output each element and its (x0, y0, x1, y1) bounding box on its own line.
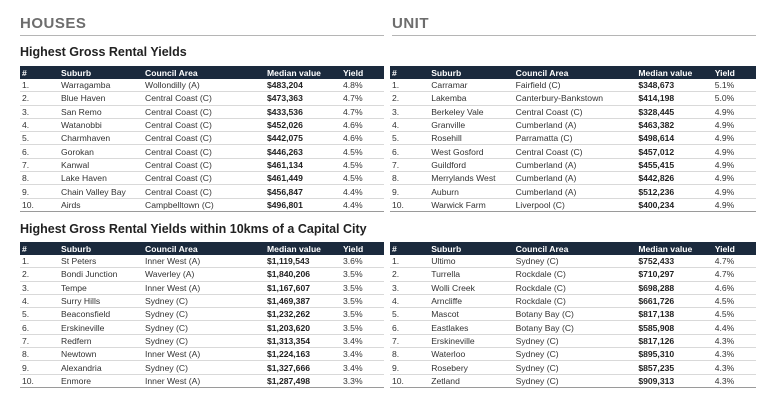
col-number: 9. (20, 185, 59, 198)
col-council-area: Sydney (C) (143, 321, 265, 334)
col-council-area: Central Coast (C) (514, 105, 637, 118)
col-number: 8. (390, 172, 429, 185)
table-row (20, 145, 384, 158)
col-suburb: Erskineville (429, 334, 513, 347)
col-council-area: Parramatta (C) (514, 132, 637, 145)
col-yield: 3.4% (341, 348, 384, 361)
col-council-area: Inner West (A) (143, 374, 265, 387)
col-number: 9. (390, 361, 429, 374)
col-council-area: Cumberland (A) (514, 172, 637, 185)
col-yield-header: Yield (713, 242, 756, 255)
col-yield: 4.7% (341, 105, 384, 118)
houses-capital-table (20, 242, 384, 388)
col-number: 10. (390, 374, 429, 387)
col-suburb: Watanobbi (59, 118, 143, 131)
table-row (20, 321, 384, 334)
col-yield: 4.9% (713, 198, 756, 211)
col-yield-header: Yield (713, 66, 756, 79)
table-row (390, 158, 756, 171)
col-council-area: Rockdale (C) (514, 268, 637, 281)
col-yield: 4.3% (713, 348, 756, 361)
col-median-value: $1,167,607 (265, 281, 341, 294)
col-council-area: Botany Bay (C) (514, 308, 637, 321)
col-number-header: # (390, 242, 429, 255)
col-number: 3. (20, 281, 59, 294)
col-number: 5. (20, 132, 59, 145)
col-median-value: $461,449 (265, 172, 341, 185)
col-median-value: $496,801 (265, 198, 341, 211)
col-council-area: Sydney (C) (143, 334, 265, 347)
col-median-value: $457,012 (636, 145, 712, 158)
col-suburb: Turrella (429, 268, 513, 281)
col-number: 5. (390, 308, 429, 321)
col-number: 5. (390, 132, 429, 145)
col-suburb: Arncliffe (429, 294, 513, 307)
col-yield: 4.6% (713, 281, 756, 294)
col-council-area: Central Coast (C) (143, 145, 265, 158)
col-median-value: $1,224,163 (265, 348, 341, 361)
col-yield: 3.6% (341, 255, 384, 268)
col-number: 10. (390, 198, 429, 211)
col-council-area: Central Coast (C) (143, 158, 265, 171)
col-yield: 4.6% (341, 118, 384, 131)
col-median-value: $456,847 (265, 185, 341, 198)
col-median-value: $1,119,543 (265, 255, 341, 268)
col-council-area: Sydney (C) (514, 348, 637, 361)
col-suburb: Carramar (429, 79, 513, 92)
col-number: 1. (20, 79, 59, 92)
col-suburb: Newtown (59, 348, 143, 361)
col-suburb: Eastlakes (429, 321, 513, 334)
col-suburb: Ultimo (429, 255, 513, 268)
col-yield-header: Yield (341, 242, 384, 255)
col-median-value: $414,198 (636, 92, 712, 105)
table-header-row (20, 242, 384, 255)
col-suburb-header: Suburb (429, 66, 513, 79)
table-header-row (390, 66, 756, 79)
col-council-area: Canterbury-Bankstown (514, 92, 637, 105)
col-number: 10. (20, 198, 59, 211)
col-suburb-header: Suburb (429, 242, 513, 255)
table-row (390, 145, 756, 158)
col-yield: 3.3% (341, 374, 384, 387)
col-number-header: # (20, 242, 59, 255)
col-council-area-header: Council Area (143, 66, 265, 79)
col-council-area: Wollondilly (A) (143, 79, 265, 92)
col-yield: 4.5% (713, 294, 756, 307)
col-median-value: $909,313 (636, 374, 712, 387)
col-yield: 4.7% (713, 255, 756, 268)
table-row (20, 79, 384, 92)
col-median-value: $452,026 (265, 118, 341, 131)
col-council-area: Central Coast (C) (143, 118, 265, 131)
table-row (20, 198, 384, 211)
col-yield: 4.4% (341, 198, 384, 211)
col-suburb: Guildford (429, 158, 513, 171)
table-row (390, 321, 756, 334)
col-yield: 4.6% (341, 132, 384, 145)
col-suburb: Erskineville (59, 321, 143, 334)
table-row (390, 105, 756, 118)
col-suburb: Airds (59, 198, 143, 211)
col-number: 7. (20, 158, 59, 171)
table-row (20, 361, 384, 374)
col-median-value: $463,382 (636, 118, 712, 131)
table-row (20, 334, 384, 347)
col-median-value: $857,235 (636, 361, 712, 374)
col-council-area: Campbelltown (C) (143, 198, 265, 211)
table-row (390, 268, 756, 281)
col-median-value: $1,203,620 (265, 321, 341, 334)
table-row (390, 281, 756, 294)
col-yield: 4.9% (713, 145, 756, 158)
col-yield: 3.4% (341, 361, 384, 374)
col-council-area: Cumberland (A) (514, 158, 637, 171)
table-row (20, 281, 384, 294)
col-yield: 4.5% (713, 308, 756, 321)
col-median-value: $1,313,354 (265, 334, 341, 347)
table-row (20, 132, 384, 145)
table-row (20, 294, 384, 307)
col-suburb: Redfern (59, 334, 143, 347)
houses-top-table (20, 66, 384, 212)
col-median-value: $483,204 (265, 79, 341, 92)
table-row (20, 92, 384, 105)
col-suburb: Warragamba (59, 79, 143, 92)
col-median-value: $446,263 (265, 145, 341, 158)
col-median-value: $473,363 (265, 92, 341, 105)
col-council-area: Liverpool (C) (514, 198, 637, 211)
col-yield: 4.5% (341, 158, 384, 171)
table-row (390, 185, 756, 198)
col-council-area: Fairfield (C) (514, 79, 637, 92)
table-row (390, 294, 756, 307)
col-number: 4. (390, 118, 429, 131)
table-row (20, 268, 384, 281)
col-council-area: Sydney (C) (514, 334, 637, 347)
col-median-value: $348,673 (636, 79, 712, 92)
col-median-value: $817,138 (636, 308, 712, 321)
col-median-value: $1,840,206 (265, 268, 341, 281)
table-header-row (20, 66, 384, 79)
col-number: 3. (390, 281, 429, 294)
col-median-value: $461,134 (265, 158, 341, 171)
col-suburb: St Peters (59, 255, 143, 268)
unit-divider (392, 35, 756, 36)
col-yield: 4.3% (713, 334, 756, 347)
col-yield: 4.9% (713, 132, 756, 145)
col-suburb: Mascot (429, 308, 513, 321)
table-row (390, 334, 756, 347)
table-row (390, 361, 756, 374)
unit-top-table (390, 66, 756, 212)
table-row (20, 158, 384, 171)
col-median-value-header: Median value (636, 66, 712, 79)
col-suburb: Kanwal (59, 158, 143, 171)
col-suburb: Bondi Junction (59, 268, 143, 281)
col-number: 7. (20, 334, 59, 347)
col-number-header: # (20, 66, 59, 79)
col-median-value: $442,826 (636, 172, 712, 185)
col-council-area: Sydney (C) (143, 308, 265, 321)
col-suburb: Granville (429, 118, 513, 131)
col-council-area-header: Council Area (143, 242, 265, 255)
col-council-area: Central Coast (C) (143, 132, 265, 145)
table-row (20, 255, 384, 268)
col-yield: 3.5% (341, 321, 384, 334)
col-suburb: Berkeley Vale (429, 105, 513, 118)
col-yield: 4.5% (341, 145, 384, 158)
table-row (390, 308, 756, 321)
col-median-value: $895,310 (636, 348, 712, 361)
col-median-value: $1,287,498 (265, 374, 341, 387)
table-row (390, 118, 756, 131)
col-council-area: Botany Bay (C) (514, 321, 637, 334)
unit-capital-table (390, 242, 756, 388)
col-yield: 4.3% (713, 361, 756, 374)
houses-heading: HOUSES (20, 15, 87, 32)
col-suburb: West Gosford (429, 145, 513, 158)
col-council-area: Inner West (A) (143, 255, 265, 268)
col-council-area: Waverley (A) (143, 268, 265, 281)
col-yield: 5.0% (713, 92, 756, 105)
col-number: 2. (20, 268, 59, 281)
col-median-value: $1,327,666 (265, 361, 341, 374)
col-suburb: Rosehill (429, 132, 513, 145)
col-council-area: Central Coast (C) (143, 172, 265, 185)
col-suburb: Lakemba (429, 92, 513, 105)
table-row (20, 308, 384, 321)
table-row (390, 255, 756, 268)
col-suburb: Lake Haven (59, 172, 143, 185)
unit-heading: UNIT (392, 15, 429, 32)
col-council-area: Central Coast (C) (514, 145, 637, 158)
col-yield: 5.1% (713, 79, 756, 92)
col-median-value: $661,726 (636, 294, 712, 307)
col-council-area: Sydney (C) (514, 255, 637, 268)
col-median-value: $710,297 (636, 268, 712, 281)
col-council-area: Inner West (A) (143, 281, 265, 294)
col-number: 2. (390, 268, 429, 281)
col-number: 8. (390, 348, 429, 361)
houses-divider (20, 35, 384, 36)
col-council-area-header: Council Area (514, 242, 637, 255)
col-number: 1. (390, 255, 429, 268)
col-yield: 4.7% (713, 268, 756, 281)
col-median-value: $1,232,262 (265, 308, 341, 321)
col-suburb: Waterloo (429, 348, 513, 361)
table-row (390, 374, 756, 387)
col-yield: 3.5% (341, 268, 384, 281)
col-council-area: Inner West (A) (143, 348, 265, 361)
col-suburb: San Remo (59, 105, 143, 118)
col-median-value: $433,536 (265, 105, 341, 118)
col-number: 8. (20, 172, 59, 185)
col-number: 10. (20, 374, 59, 387)
table-row (20, 185, 384, 198)
col-yield: 4.3% (713, 374, 756, 387)
table-row (390, 132, 756, 145)
col-median-value: $442,075 (265, 132, 341, 145)
col-yield: 4.9% (713, 118, 756, 131)
table-row (390, 172, 756, 185)
col-number: 6. (390, 321, 429, 334)
col-median-value: $585,908 (636, 321, 712, 334)
col-yield: 4.4% (713, 321, 756, 334)
col-yield: 4.4% (341, 185, 384, 198)
col-suburb-header: Suburb (59, 66, 143, 79)
col-yield: 4.9% (713, 105, 756, 118)
col-suburb: Auburn (429, 185, 513, 198)
subhead-gross-yields: Highest Gross Rental Yields (20, 45, 187, 59)
col-yield: 3.5% (341, 281, 384, 294)
table-row (390, 92, 756, 105)
col-yield: 4.8% (341, 79, 384, 92)
col-yield: 4.9% (713, 172, 756, 185)
col-number: 1. (20, 255, 59, 268)
col-number: 3. (390, 105, 429, 118)
col-suburb: Enmore (59, 374, 143, 387)
col-council-area: Cumberland (A) (514, 185, 637, 198)
col-number: 9. (20, 361, 59, 374)
col-suburb: Beaconsfield (59, 308, 143, 321)
col-suburb: Merrylands West (429, 172, 513, 185)
col-number: 2. (390, 92, 429, 105)
col-suburb: Zetland (429, 374, 513, 387)
col-yield: 4.5% (341, 172, 384, 185)
col-median-value-header: Median value (265, 242, 341, 255)
col-median-value: $752,433 (636, 255, 712, 268)
col-number: 4. (390, 294, 429, 307)
col-number: 5. (20, 308, 59, 321)
col-suburb: Blue Haven (59, 92, 143, 105)
col-yield: 3.5% (341, 294, 384, 307)
col-number: 1. (390, 79, 429, 92)
col-number-header: # (390, 66, 429, 79)
table-row (20, 105, 384, 118)
col-median-value: $455,415 (636, 158, 712, 171)
col-suburb: Charmhaven (59, 132, 143, 145)
col-suburb: Wolli Creek (429, 281, 513, 294)
col-council-area: Central Coast (C) (143, 185, 265, 198)
col-median-value-header: Median value (636, 242, 712, 255)
table-row (20, 172, 384, 185)
col-number: 8. (20, 348, 59, 361)
col-median-value: $1,469,387 (265, 294, 341, 307)
col-number: 3. (20, 105, 59, 118)
col-number: 7. (390, 158, 429, 171)
col-median-value: $498,614 (636, 132, 712, 145)
col-suburb-header: Suburb (59, 242, 143, 255)
col-median-value: $400,234 (636, 198, 712, 211)
col-median-value: $817,126 (636, 334, 712, 347)
col-number: 7. (390, 334, 429, 347)
table-row (20, 348, 384, 361)
subhead-capital-yields: Highest Gross Rental Yields within 10kms of a Capital City (20, 222, 367, 236)
col-suburb: Warwick Farm (429, 198, 513, 211)
col-council-area: Rockdale (C) (514, 294, 637, 307)
col-council-area: Sydney (C) (514, 374, 637, 387)
col-council-area: Sydney (C) (143, 361, 265, 374)
table-header-row (390, 242, 756, 255)
col-suburb: Tempe (59, 281, 143, 294)
col-yield: 4.9% (713, 158, 756, 171)
col-council-area: Sydney (C) (514, 361, 637, 374)
col-suburb: Chain Valley Bay (59, 185, 143, 198)
col-yield: 3.5% (341, 308, 384, 321)
col-suburb: Gorokan (59, 145, 143, 158)
col-median-value-header: Median value (265, 66, 341, 79)
col-number: 9. (390, 185, 429, 198)
table-row (20, 374, 384, 387)
col-number: 6. (390, 145, 429, 158)
col-median-value: $328,445 (636, 105, 712, 118)
col-council-area: Sydney (C) (143, 294, 265, 307)
col-council-area: Cumberland (A) (514, 118, 637, 131)
col-yield-header: Yield (341, 66, 384, 79)
col-suburb: Alexandria (59, 361, 143, 374)
col-median-value: $698,288 (636, 281, 712, 294)
table-row (20, 118, 384, 131)
col-number: 4. (20, 118, 59, 131)
col-number: 4. (20, 294, 59, 307)
col-suburb: Rosebery (429, 361, 513, 374)
col-number: 6. (20, 321, 59, 334)
col-yield: 4.9% (713, 185, 756, 198)
table-row (390, 348, 756, 361)
col-council-area: Central Coast (C) (143, 92, 265, 105)
col-number: 2. (20, 92, 59, 105)
col-suburb: Surry Hills (59, 294, 143, 307)
col-council-area: Rockdale (C) (514, 281, 637, 294)
table-row (390, 79, 756, 92)
table-row (390, 198, 756, 211)
col-council-area-header: Council Area (514, 66, 637, 79)
col-median-value: $512,236 (636, 185, 712, 198)
col-yield: 4.7% (341, 92, 384, 105)
col-council-area: Central Coast (C) (143, 105, 265, 118)
col-yield: 3.4% (341, 334, 384, 347)
col-number: 6. (20, 145, 59, 158)
